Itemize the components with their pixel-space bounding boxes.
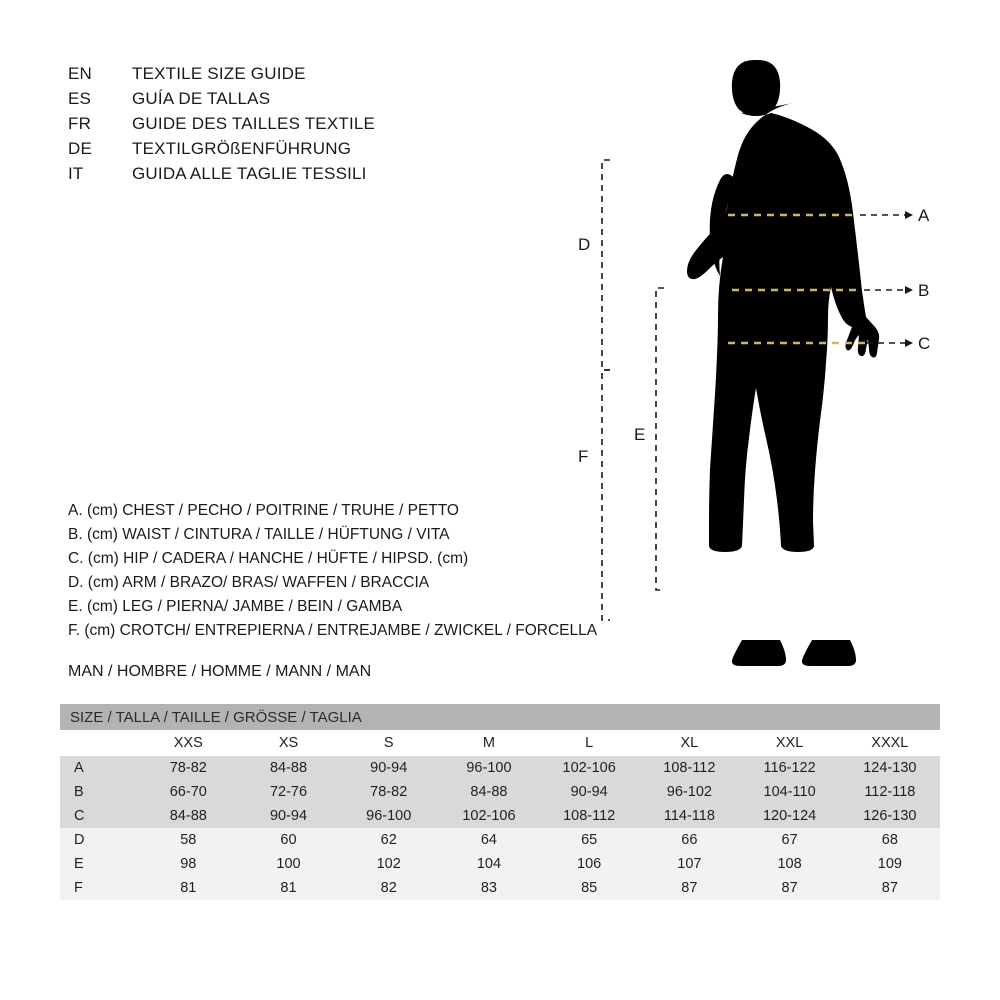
- cell-b-xs: 72-76: [238, 780, 338, 804]
- cell-d-xxl: 67: [739, 828, 839, 852]
- table-header-row: [60, 730, 940, 756]
- title-text-es: GUÍA DE TALLAS: [132, 89, 271, 108]
- title-row: [68, 89, 548, 114]
- cell-f-xxl: 87: [739, 876, 839, 900]
- leg-bracket: [656, 288, 664, 590]
- row-label-a: A: [60, 756, 138, 780]
- cell-a-xs: 84-88: [238, 756, 338, 780]
- table-caption: SIZE / TALLA / TAILLE / GRÖSSE / TAGLIA: [60, 704, 940, 730]
- header-size-s: S: [339, 730, 439, 756]
- title-text-fr: GUIDE DES TAILLES TEXTILE: [132, 114, 376, 133]
- row-label-e: E: [60, 852, 138, 876]
- cell-b-m: 84-88: [439, 780, 539, 804]
- header-size-xxs: XXS: [138, 730, 238, 756]
- cell-f-l: 85: [539, 876, 639, 900]
- cell-b-xxs: 66-70: [138, 780, 238, 804]
- cell-e-xxl: 108: [739, 852, 839, 876]
- cell-f-s: 82: [339, 876, 439, 900]
- cell-f-xxxl: 87: [840, 876, 940, 900]
- cell-d-xs: 60: [238, 828, 338, 852]
- marker-label-b: B: [918, 281, 930, 300]
- cell-f-xs: 81: [238, 876, 338, 900]
- cell-c-xxl: 120-124: [739, 804, 839, 828]
- cell-d-xxxl: 68: [840, 828, 940, 852]
- cell-c-m: 102-106: [439, 804, 539, 828]
- title-text-en: TEXTILE SIZE GUIDE: [132, 64, 306, 83]
- title-row: [68, 64, 548, 89]
- cell-d-xl: 66: [639, 828, 739, 852]
- title-block: [68, 64, 548, 189]
- cell-b-s: 78-82: [339, 780, 439, 804]
- cell-b-xxl: 104-110: [739, 780, 839, 804]
- cell-f-m: 83: [439, 876, 539, 900]
- header-size-xl: XL: [639, 730, 739, 756]
- arm-bracket: [602, 160, 610, 370]
- cell-c-xxxl: 126-130: [840, 804, 940, 828]
- cell-b-xxxl: 112-118: [840, 780, 940, 804]
- row-label-c: C: [60, 804, 138, 828]
- callout-arrowheads: [905, 211, 913, 347]
- cell-c-xl: 114-118: [639, 804, 739, 828]
- cell-f-xxs: 81: [138, 876, 238, 900]
- row-label-d: D: [60, 828, 138, 852]
- cell-b-l: 90-94: [539, 780, 639, 804]
- cell-e-m: 104: [439, 852, 539, 876]
- table-row: [60, 876, 940, 900]
- legend-item-a: A. (cm) CHEST / PECHO / POITRINE / TRUHE / PETTO: [68, 502, 459, 519]
- cell-c-l: 108-112: [539, 804, 639, 828]
- cell-a-xl: 108-112: [639, 756, 739, 780]
- marker-label-f: F: [578, 447, 589, 466]
- title-row: [68, 114, 548, 139]
- title-text-it: GUIDA ALLE TAGLIE TESSILI: [132, 164, 367, 183]
- cell-a-xxs: 78-82: [138, 756, 238, 780]
- gender-label: MAN / HOMBRE / HOMME / MANN / MAN: [68, 663, 372, 680]
- title-row: [68, 139, 548, 164]
- cell-c-xxs: 84-88: [138, 804, 238, 828]
- title-lang-fr: FR: [68, 114, 92, 133]
- table-row: [60, 804, 940, 828]
- legend-item-b: B. (cm) WAIST / CINTURA / TAILLE / HÜFTUNG / VITA: [68, 526, 450, 543]
- man-silhouette: [687, 60, 879, 666]
- size-table: [60, 704, 940, 900]
- table-caption-row: [60, 704, 940, 730]
- table-row: [60, 828, 940, 852]
- legend-item-d: D. (cm) ARM / BRAZO/ BRAS/ WAFFEN / BRACCIA: [68, 574, 430, 591]
- marker-label-d: D: [578, 235, 591, 254]
- cell-d-m: 64: [439, 828, 539, 852]
- cell-b-xl: 96-102: [639, 780, 739, 804]
- table-row: [60, 780, 940, 804]
- title-lang-de: DE: [68, 139, 93, 158]
- header-size-l: L: [539, 730, 639, 756]
- table-row: [60, 756, 940, 780]
- cell-a-xxl: 116-122: [739, 756, 839, 780]
- cell-e-l: 106: [539, 852, 639, 876]
- cell-d-s: 62: [339, 828, 439, 852]
- cell-c-xs: 90-94: [238, 804, 338, 828]
- cell-a-l: 102-106: [539, 756, 639, 780]
- cell-a-s: 90-94: [339, 756, 439, 780]
- cell-a-m: 96-100: [439, 756, 539, 780]
- cell-c-s: 96-100: [339, 804, 439, 828]
- row-label-b: B: [60, 780, 138, 804]
- header-size-xs: XS: [238, 730, 338, 756]
- title-lang-it: IT: [68, 164, 84, 183]
- marker-label-c: C: [918, 334, 931, 353]
- cell-e-s: 102: [339, 852, 439, 876]
- cell-e-xxs: 98: [138, 852, 238, 876]
- header-corner: [60, 730, 138, 756]
- row-label-f: F: [60, 876, 138, 900]
- cell-d-xxs: 58: [138, 828, 238, 852]
- header-size-xxl: XXL: [739, 730, 839, 756]
- marker-label-a: A: [918, 206, 930, 225]
- cell-a-xxxl: 124-130: [840, 756, 940, 780]
- table-row: [60, 852, 940, 876]
- header-size-xxxl: XXXL: [840, 730, 940, 756]
- title-lang-es: ES: [68, 89, 92, 108]
- legend-item-e: E. (cm) LEG / PIERNA/ JAMBE / BEIN / GAMBA: [68, 598, 403, 615]
- legend-block: [68, 502, 628, 646]
- title-lang-en: EN: [68, 64, 93, 83]
- title-row: [68, 164, 548, 189]
- marker-label-e: E: [634, 425, 646, 444]
- cell-e-xl: 107: [639, 852, 739, 876]
- cell-e-xxxl: 109: [840, 852, 940, 876]
- legend-item-c: C. (cm) HIP / CADERA / HANCHE / HÜFTE / HIPSD. (cm): [68, 550, 469, 567]
- cell-d-l: 65: [539, 828, 639, 852]
- legend-item-f: F. (cm) CROTCH/ ENTREPIERNA / ENTREJAMBE / ZWICKEL / FORCELLA: [68, 622, 598, 639]
- cell-e-xs: 100: [238, 852, 338, 876]
- cell-f-xl: 87: [639, 876, 739, 900]
- header-size-m: M: [439, 730, 539, 756]
- title-text-de: TEXTILGRÖßENFÜHRUNG: [132, 139, 352, 158]
